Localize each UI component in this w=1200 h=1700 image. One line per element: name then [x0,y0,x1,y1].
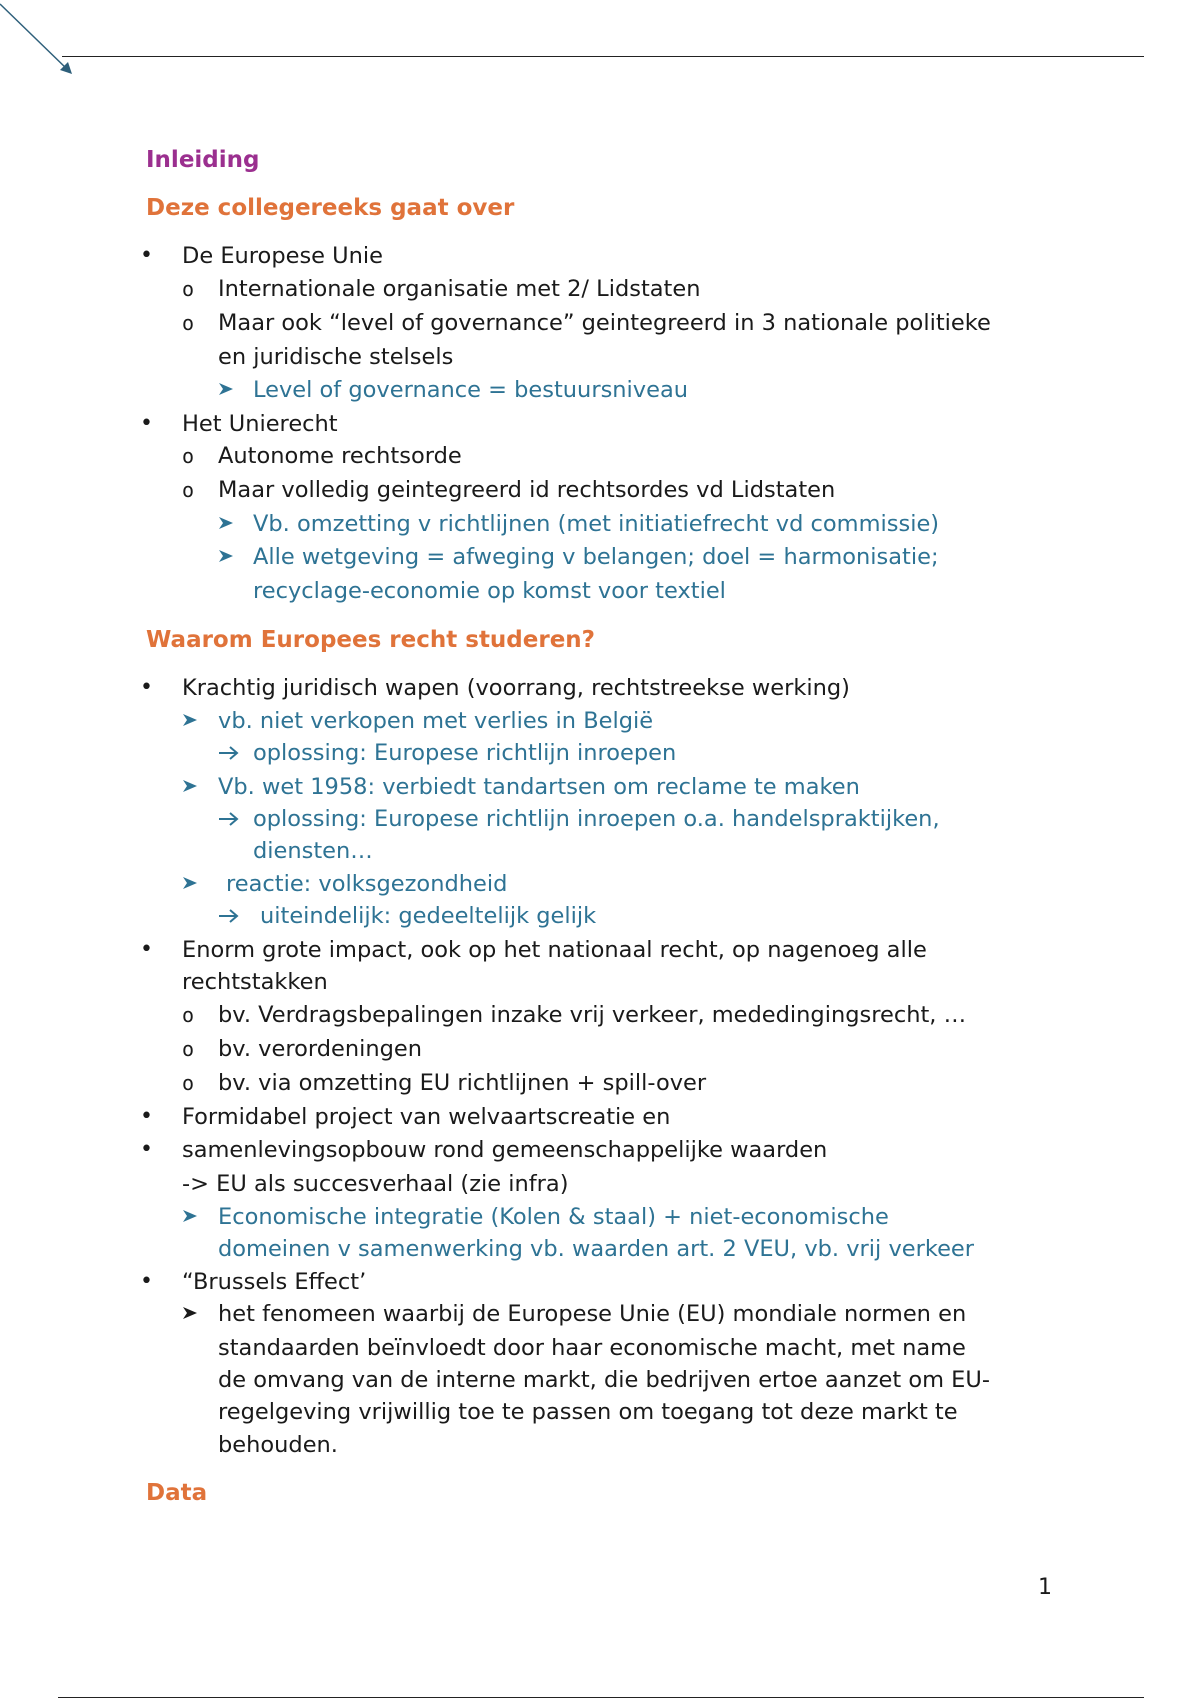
chevron-right-icon [182,1305,198,1321]
circle-bullet-icon: o [182,444,195,468]
chevron-right-icon [182,712,198,728]
list-item-impact: Enorm grote impact, ook op het nationaal recht, op nagenoeg alle [182,937,927,963]
list-item-brussels: “Brussels Effect’ [182,1269,367,1295]
list-item-ur-sub1: Autonome rechtsorde [218,443,462,469]
brussels-def-3: de omvang van de interne markt, die bedrijven ertoe aanzet om EU- [218,1367,990,1393]
heading-inleiding: Inleiding [146,147,260,173]
arrow-right-icon [218,810,240,828]
example-2-solution-cont: diensten… [253,838,373,864]
list-item-impact-sub2: bv. verordeningen [218,1036,422,1062]
circle-bullet-icon: o [182,1071,195,1095]
heading-data: Data [146,1480,208,1506]
list-item-samenleving: samenlevingsopbouw rond gemeenschappelijke waarden [182,1137,828,1163]
page-number: 1 [1038,1575,1052,1600]
chevron-right-icon [218,515,234,531]
list-item-impact-cont: rechtstakken [182,969,328,995]
list-item-unierecht: Het Unierecht [182,411,338,437]
chevron-right-icon [182,778,198,794]
note-ur-2: Alle wetgeving = afweging v belangen; doel = harmonisatie; [253,544,939,570]
list-item-wapen: Krachtig juridisch wapen (voorrang, rechtstreekse werking) [182,675,850,701]
circle-bullet-icon: o [182,1037,195,1061]
chevron-right-icon [182,1208,198,1224]
bullet-icon: • [140,1137,153,1162]
circle-bullet-icon: o [182,311,195,335]
brussels-def-2: standaarden beïnvloedt door haar economische macht, met name [218,1335,966,1361]
example-2-solution: oplossing: Europese richtlijn inroepen o.a. handelspraktijken, [253,806,940,832]
list-item-impact-sub3: bv. via omzetting EU richtlijnen + spill-over [218,1070,707,1096]
circle-bullet-icon: o [182,1003,195,1027]
chevron-right-icon [218,548,234,564]
bullet-icon: • [140,411,153,436]
list-item-eu-sub2-cont: en juridische stelsels [218,344,454,370]
heading-waarom: Waarom Europees recht studeren? [146,627,596,653]
example-1-solution: oplossing: Europese richtlijn inroepen [253,740,677,766]
example-2: Vb. wet 1958: verbiedt tandartsen om reclame te maken [218,774,860,800]
list-item-formidabel: Formidabel project van welvaartscreatie en [182,1104,671,1130]
chevron-right-icon [218,381,234,397]
arrow-right-icon [218,744,240,762]
header-rule [62,56,1144,57]
note-ur-2-cont: recyclage-economie op komst voor textiel [253,578,726,604]
list-item-ur-sub2: Maar volledig geintegreerd id rechtsordes vd Lidstaten [218,477,836,503]
bullet-icon: • [140,1104,153,1129]
brussels-def-5: behouden. [218,1432,338,1458]
circle-bullet-icon: o [182,277,195,301]
chevron-right-icon [182,875,198,891]
example-1: vb. niet verkopen met verlies in België [218,708,654,734]
reaction: reactie: volksgezondheid [226,871,508,897]
arrow-right-icon [218,907,240,925]
note-ur-1: Vb. omzetting v richtlijnen (met initiatiefrecht vd commissie) [253,511,940,537]
list-item-succes: -> EU als succesverhaal (zie infra) [182,1171,569,1197]
note-econ-cont: domeinen v samenwerking vb. waarden art. 2 VEU, vb. vrij verkeer [218,1236,975,1262]
note-eu: Level of governance = bestuursniveau [253,377,689,403]
brussels-def-1: het fenomeen waarbij de Europese Unie (EU) mondiale normen en [218,1301,967,1327]
bullet-icon: • [140,243,153,268]
note-econ: Economische integratie (Kolen & staal) + niet-economische [218,1204,889,1230]
list-item-eu: De Europese Unie [182,243,383,269]
footer-rule [58,1697,1144,1698]
list-item-impact-sub1: bv. Verdragsbepalingen inzake vrij verkeer, mededingingsrecht, … [218,1002,967,1028]
outcome: uiteindelijk: gedeeltelijk gelijk [260,903,597,929]
list-item-eu-sub1: Internationale organisatie met 2/ Lidstaten [218,276,701,302]
circle-bullet-icon: o [182,478,195,502]
corner-arrow-icon [0,0,80,80]
bullet-icon: • [140,937,153,962]
bullet-icon: • [140,675,153,700]
list-item-eu-sub2: Maar ook “level of governance” geintegreerd in 3 nationale politieke [218,310,991,336]
bullet-icon: • [140,1269,153,1294]
heading-collegereeks: Deze collegereeks gaat over [146,195,515,221]
brussels-def-4: regelgeving vrijwillig toe te passen om toegang tot deze markt te [218,1399,958,1425]
